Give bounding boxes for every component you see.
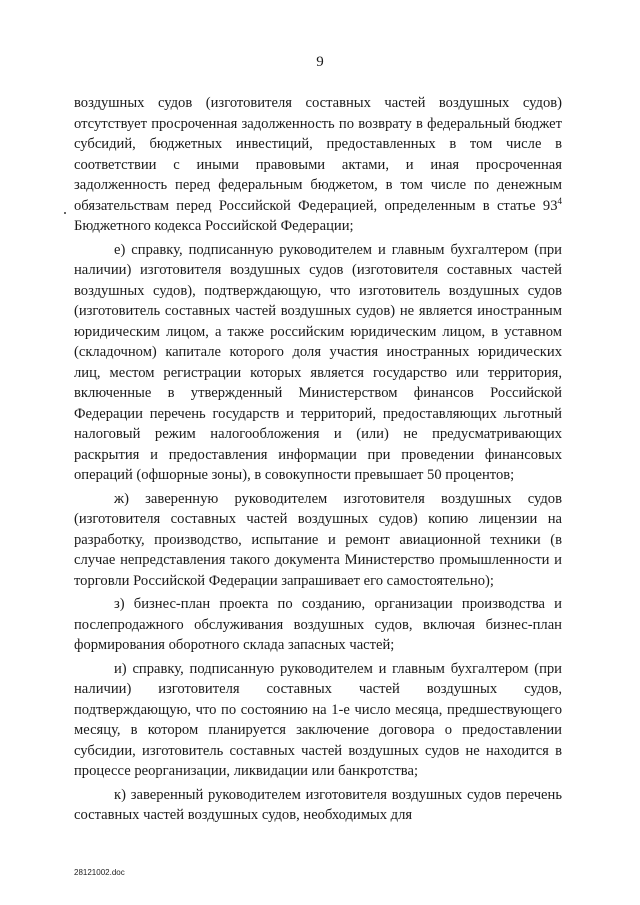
paragraph-item-zh: ж) заверенную руководителем изготовителя воздушных судов (изготовителя составных частей воздушных судов) копию лицензии на разработку, производство, испытание и ремонт авиационной техники (в случае непредставления такого документа Министерство промышленности и торговли Российской Федерации запрашивает его самостоятельно); (74, 490, 562, 589)
paragraph-item-e: е) справку, подписанную руководителем и главным бухгалтером (при наличии) изготовителя воздушных судов (изготовителя составных частей воздушных судов), подтверждающую, что изготовитель воздушных судов (изготовитель составных частей воздушных судов) не является иностранным юридическим лицом, а также российским юридическим лицом, в уставном (складочном) капитале которого доля участия иностранных юридических лиц, местом регистрации которых является государство или территория, включенные в утвержденный Министерством финансов Российской Федерации перечень государств и территорий, предоставляющих льготный налоговый режим налогообложения и (или) не предусматривающих раскрытия и предоставления информации при проведении финансовых операций (офшорные зоны), в совокупности превышает 50 процентов; (74, 241, 562, 483)
margin-mark (64, 212, 66, 214)
footer-filename: 28121002.doc (74, 868, 125, 877)
page-number: 9 (316, 54, 324, 70)
paragraph-item-z: з) бизнес-план проекта по созданию, организации производства и послепродажного обслуживания воздушных судов, включая бизнес-план формирования оборотного склада запасных частей; (74, 596, 562, 653)
paragraph-text: воздушных судов (изготовителя составных частей воздушных судов) отсутствует просроченная задолженность по возврату в федеральный бюджет субсидий, бюджетных инвестиций, предоставленных в том числе в соответствии с иными правовыми актами, и иная просроченная задолженность перед федеральным бюджетом, в том числе по денежным обязательствам перед Российской Федерацией, определенным в статье 93 (74, 95, 562, 214)
paragraph-item-i: и) справку, подписанную руководителем и главным бухгалтером (при наличии) изготовителя составных частей воздушных судов, подтверждающую, что по состоянию на 1-е число месяца, предшествующего месяцу, в котором планируется заключение договора о предоставлении субсидии, изготовитель составных частей воздушных судов не находится в процессе реорганизации, ликвидации или банкротства; (74, 660, 562, 779)
paragraph-item-k: к) заверенный руководителем изготовителя воздушных судов перечень составных частей воздушных судов, необходимых для (74, 786, 562, 823)
paragraph-continuation (74, 93, 562, 237)
article-superscript: 4 (557, 195, 562, 206)
paragraph-text-tail: Бюджетного кодекса Российской Федерации; (74, 218, 354, 234)
document-body (74, 93, 562, 826)
